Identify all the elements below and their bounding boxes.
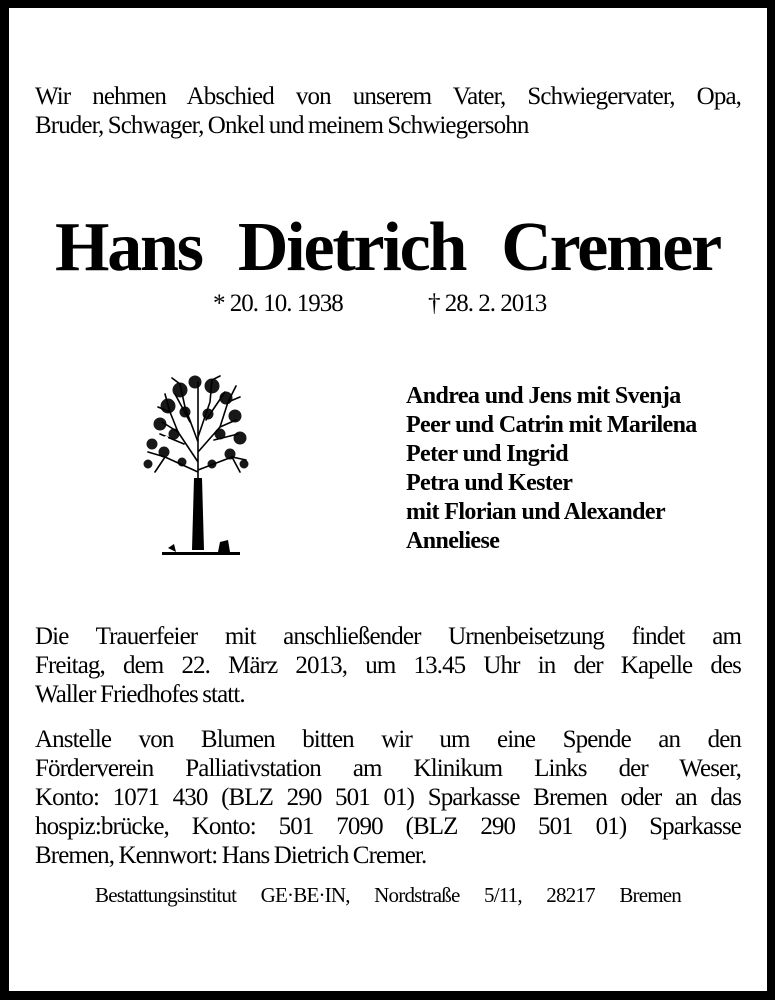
funeral-home-info: Bestattungsinstitut GE·BE·IN, Nordstraße 5/11, 28217 Bremen [95, 883, 681, 907]
mourner-entry: Anneliese [406, 528, 500, 554]
ceremony-text: Waller Friedhofes statt. [35, 681, 245, 708]
intro-text: Bruder, Schwager, Onkel und meinem Schwiegersohn [35, 112, 529, 139]
donation-text: Bremen, Kennwort: Hans Dietrich Cremer. [35, 842, 427, 869]
donation-text: Konto: 1071 430 (BLZ 290 501 01) Sparkasse Bremen oder an das [35, 784, 741, 811]
intro-line-2 [35, 111, 741, 141]
donation-text: Anstelle von Blumen bitten wir um eine Spende an den [35, 726, 741, 753]
intro-line-1 [35, 82, 741, 112]
ceremony-line-1 [35, 622, 741, 652]
mourner-entry: Peer und Catrin mit Marilena [406, 412, 697, 438]
ceremony-text: Die Trauerfeier mit anschließender Urnenbeisetzung findet am [35, 623, 741, 650]
donation-line-5 [35, 841, 741, 871]
donation-line-2 [35, 754, 741, 784]
deceased-name: Hans Dietrich Cremer [55, 209, 720, 286]
intro-text: Wir nehmen Abschied von unserem Vater, Schwiegervater, Opa, [35, 83, 741, 110]
donation-line-4 [35, 812, 741, 842]
tree-icon [140, 372, 250, 558]
mourner-entry: Andrea und Jens mit Svenja [406, 383, 681, 409]
mourner-entry: Petra und Kester [406, 470, 573, 496]
death-date: † 28. 2. 2013 [428, 290, 547, 317]
donation-line-1 [35, 725, 741, 755]
birth-date: * 20. 10. 1938 [213, 290, 343, 317]
donation-text: hospiz:brücke, Konto: 501 7090 (BLZ 290 501 01) Sparkasse [35, 813, 741, 840]
donation-text: Förderverein Palliativstation am Klinikum Links der Weser, [35, 755, 741, 782]
ceremony-line-3 [35, 680, 741, 710]
mourner-entry: Peter und Ingrid [406, 441, 568, 467]
ceremony-text: Freitag, dem 22. März 2013, um 13.45 Uhr in der Kapelle des [35, 652, 741, 679]
ceremony-line-2 [35, 651, 741, 681]
mourner-entry: mit Florian und Alexander [406, 499, 666, 525]
donation-line-3 [35, 783, 741, 813]
mourners-list [406, 382, 697, 556]
